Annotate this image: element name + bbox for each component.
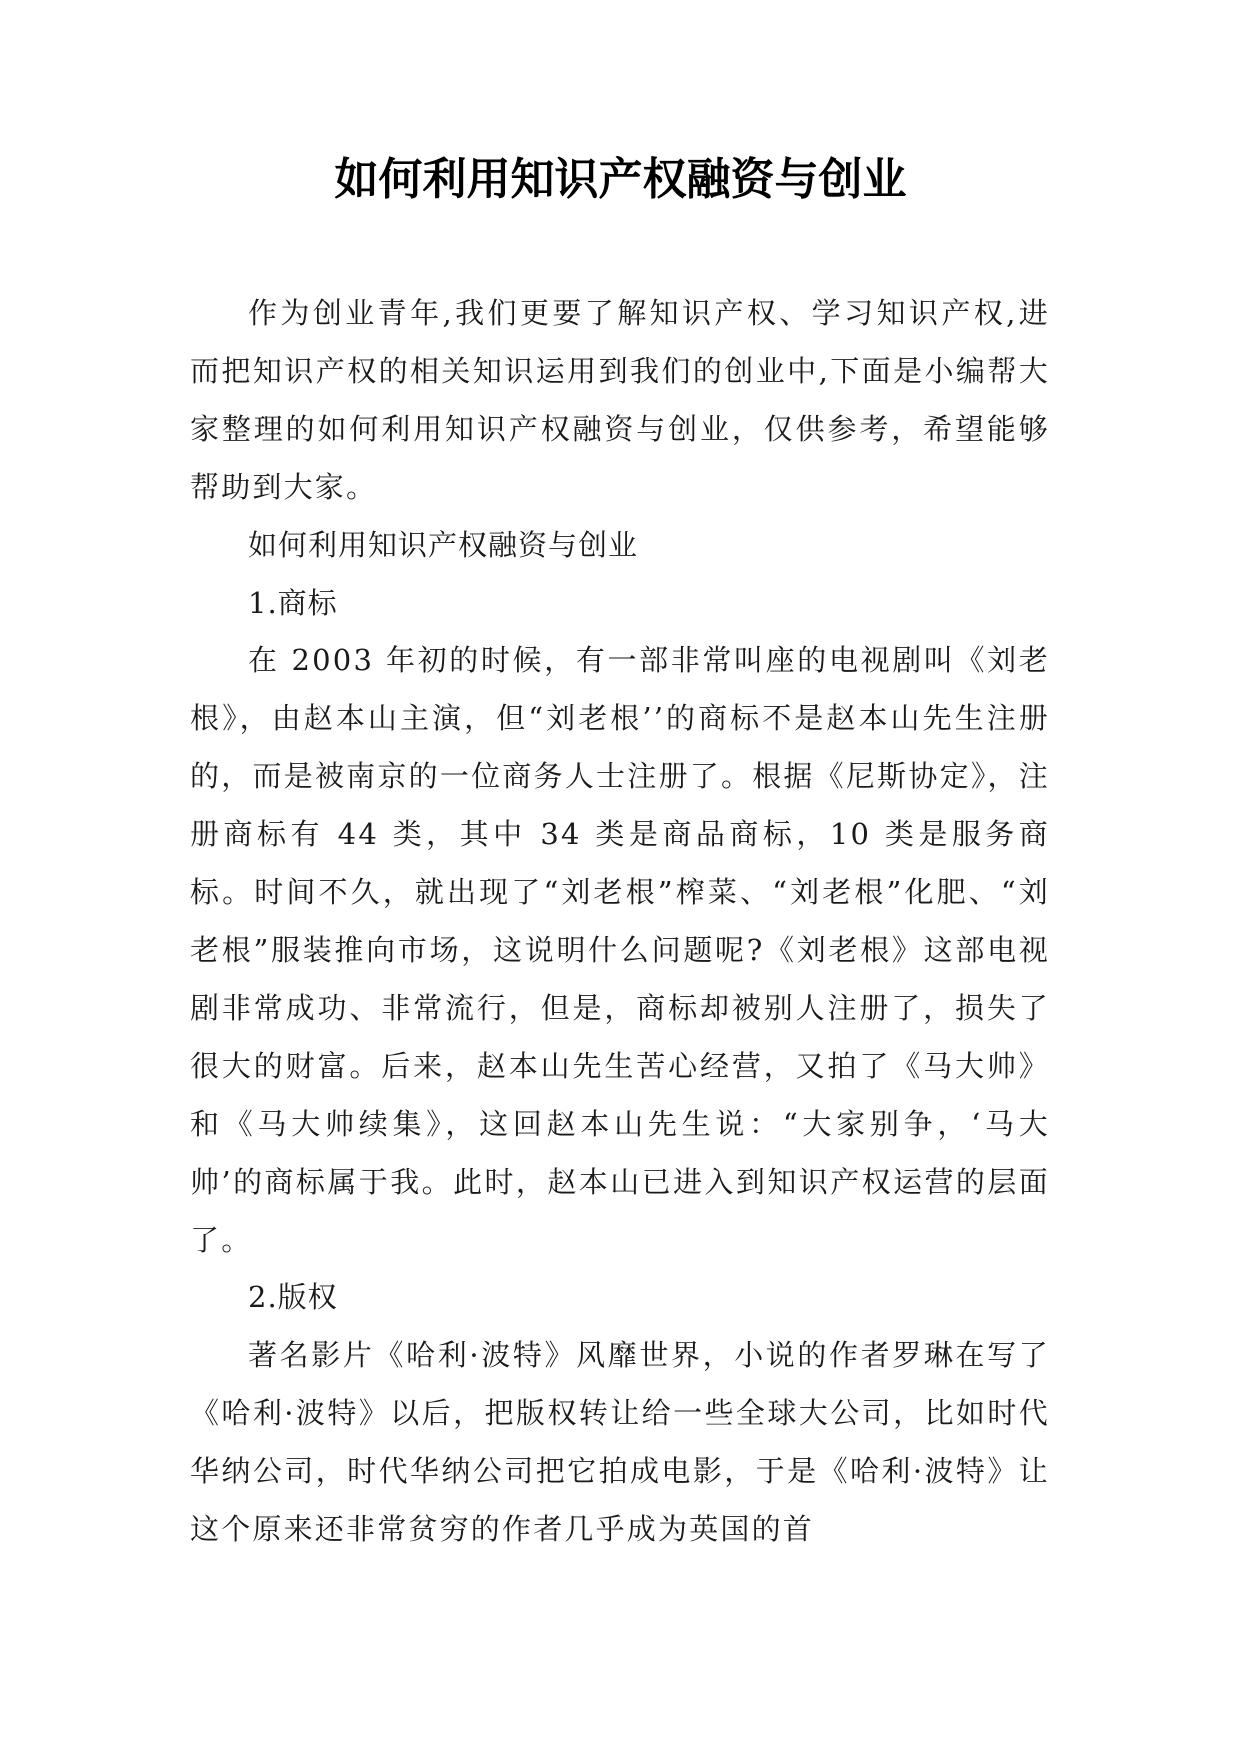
- subheading-trademark: 1.商标: [248, 585, 338, 620]
- trademark-paragraph: 在 2003 年初的时候，有一部非常叫座的电视剧叫《刘老根》，由赵本山主演，但“刘老根’’的商标不是赵本山先生注册的，而是被南京的一位商务人士注册了。根据《尼斯协定》，注册商标有 44 类，其中 34 类是商品商标，10 类是服务商标。时间不久，就出现了“刘老根”榨菜、“刘老根”化肥、“刘老根”服装推向市场，这说明什么问题呢?《刘老根》这部电视剧非常成功、非常流行，但是，商标却被别人注册了，损失了很大的财富。后来，赵本山先生苦心经营，又拍了《马大帅》和《马大帅续集》，这回赵本山先生说：“大家别争，‘马大帅’的商标属于我。此时，赵本山已进入到知识产权运营的层面了。: [190, 643, 1050, 1257]
- subheading-copyright: 2.版权: [248, 1280, 338, 1315]
- intro-paragraph: 作为创业青年,我们更要了解知识产权、学习知识产权,进而把知识产权的相关知识运用到我们的创业中,下面是小编帮大家整理的如何利用知识产权融资与创业，仅供参考，希望能够帮助到大家。: [190, 296, 1050, 504]
- section-heading: 如何利用知识产权融资与创业: [248, 527, 639, 562]
- copyright-paragraph: 著名影片《哈利·波特》风靡世界，小说的作者罗琳在写了《哈利·波特》以后，把版权转让给一些全球大公司，比如时代华纳公司，时代华纳公司把它拍成电影，于是《哈利·波特》让这个原来还非常贫穷的作者几乎成为英国的首: [190, 1338, 1050, 1547]
- document-title: 如何利用知识产权融资与创业: [334, 154, 907, 205]
- document-body: [190, 285, 1050, 1559]
